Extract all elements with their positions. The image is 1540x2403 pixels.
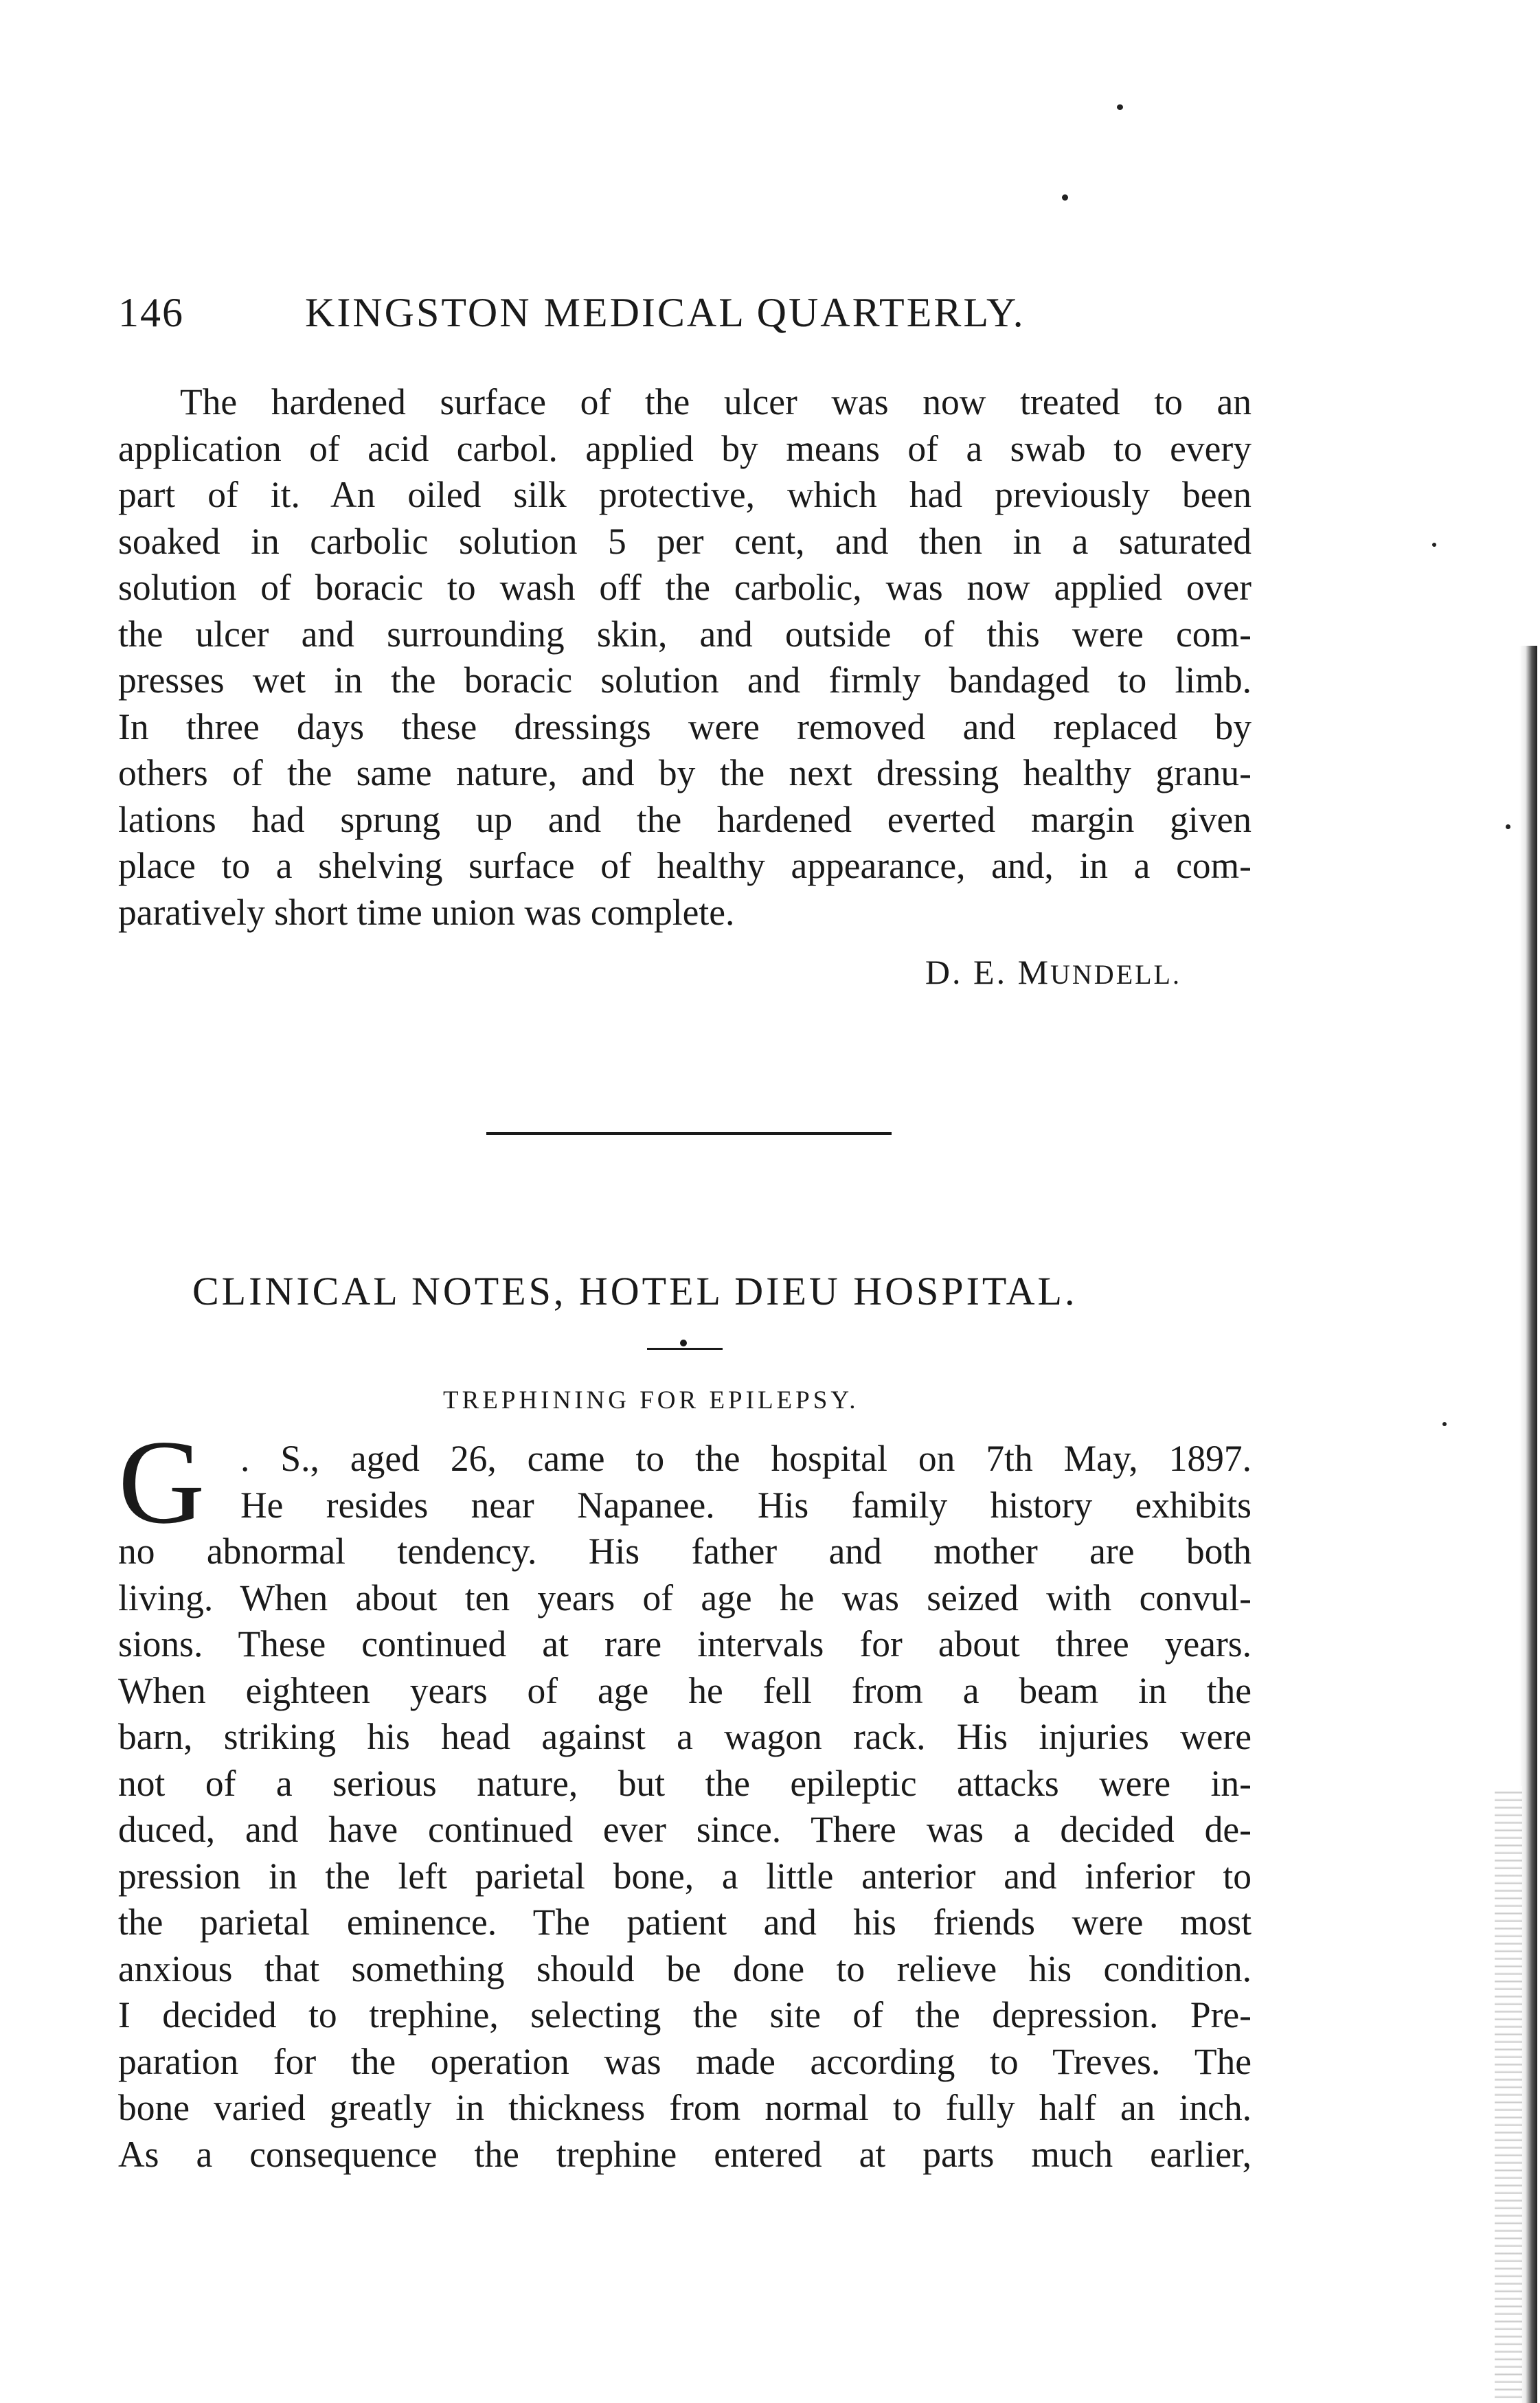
running-header [118, 285, 1080, 340]
paragraph-line: paratively short time union was complete. [118, 891, 735, 933]
ornamental-rule-dot [680, 1340, 687, 1346]
paragraph-line: duced, and have continued ever since. There was a decided de- [118, 1809, 1252, 1850]
paragraph-line: When eighteen years of age he fell from a beam in the [118, 1669, 1252, 1711]
scan-speck [1442, 1422, 1447, 1426]
paragraph-line: As a consequence the trephine entered at parts much earlier, [118, 2133, 1252, 2175]
paragraph-line: The hardened surface of the ulcer was now treated to an [180, 381, 1252, 422]
paragraph-line: not of a serious nature, but the epileptic attacks were in- [118, 1762, 1252, 1804]
section-divider [486, 1132, 892, 1135]
paragraph-line: lations had sprung up and the hardened everted margin given [118, 798, 1252, 840]
paragraph-line: others of the same nature, and by the next dressing healthy granu- [118, 752, 1252, 793]
ornamental-rule [647, 1348, 723, 1350]
epilepsy-case-paragraph [118, 1436, 1252, 2178]
author-signature [925, 948, 1181, 999]
drop-cap: G [118, 1415, 205, 1548]
ulcer-treatment-paragraph [118, 379, 1252, 936]
paragraph-line: the parietal eminence. The patient and his friends were most [118, 1902, 1252, 1943]
page-number: 146 [118, 290, 184, 335]
paragraph-line: the ulcer and surrounding skin, and outside of this were com- [118, 613, 1252, 655]
binding-speckle [1495, 1786, 1522, 2403]
journal-title: KINGSTON MEDICAL QUARTERLY. [305, 290, 1026, 335]
scan-speck [1062, 194, 1068, 201]
paragraph-line: barn, striking his head against a wagon rack. His injuries were [118, 1716, 1252, 1757]
paragraph-line: . S., aged 26, came to the hospital on 7th May, 1897. [240, 1438, 1252, 1479]
paragraph-line: soaked in carbolic solution 5 per cent, and then in a saturated [118, 520, 1252, 562]
paragraph-line: sions. These continued at rare intervals for about three years. [118, 1623, 1252, 1665]
paragraph-line: bone varied greatly in thickness from normal to fully half an inch. [118, 2087, 1252, 2128]
signature-initials: D. E. M [925, 953, 1051, 991]
section-title: CLINICAL NOTES, HOTEL DIEU HOSPITAL. [192, 1269, 1078, 1313]
scan-speck [1432, 543, 1436, 547]
signature-surname: UNDELL. [1050, 959, 1181, 990]
scan-speck [1117, 104, 1123, 110]
paragraph-line: I decided to trephine, selecting the site of the depression. Pre- [118, 1994, 1252, 2035]
paragraph-line: In three days these dressings were removed and replaced by [118, 706, 1252, 747]
paragraph-line: application of acid carbol. applied by means of a swab to every [118, 427, 1252, 469]
paragraph-line: part of it. An oiled silk protective, which had previously been [118, 474, 1252, 515]
paragraph-line: no abnormal tendency. His father and mother are both [118, 1531, 1252, 1572]
paragraph-line: presses wet in the boracic solution and firmly bandaged to limb. [118, 659, 1252, 701]
paragraph-line: He resides near Napanee. His family history exhibits [240, 1484, 1252, 1526]
paragraph-line: place to a shelving surface of healthy appearance, and, in a com- [118, 845, 1252, 886]
paragraph-line: paration for the operation was made according to Treves. The [118, 2040, 1252, 2082]
paragraph-line: anxious that something should be done to relieve his condition. [118, 1948, 1252, 1989]
case-subheading: TREPHINING FOR EPILEPSY. [443, 1386, 859, 1414]
scan-speck [1506, 824, 1510, 829]
paragraph-line: pression in the left parietal bone, a little anterior and inferior to [118, 1855, 1252, 1897]
paragraph-line: solution of boracic to wash off the carbolic, was now applied over [118, 567, 1252, 608]
paragraph-line: living. When about ten years of age he was seized with convul- [118, 1577, 1252, 1618]
